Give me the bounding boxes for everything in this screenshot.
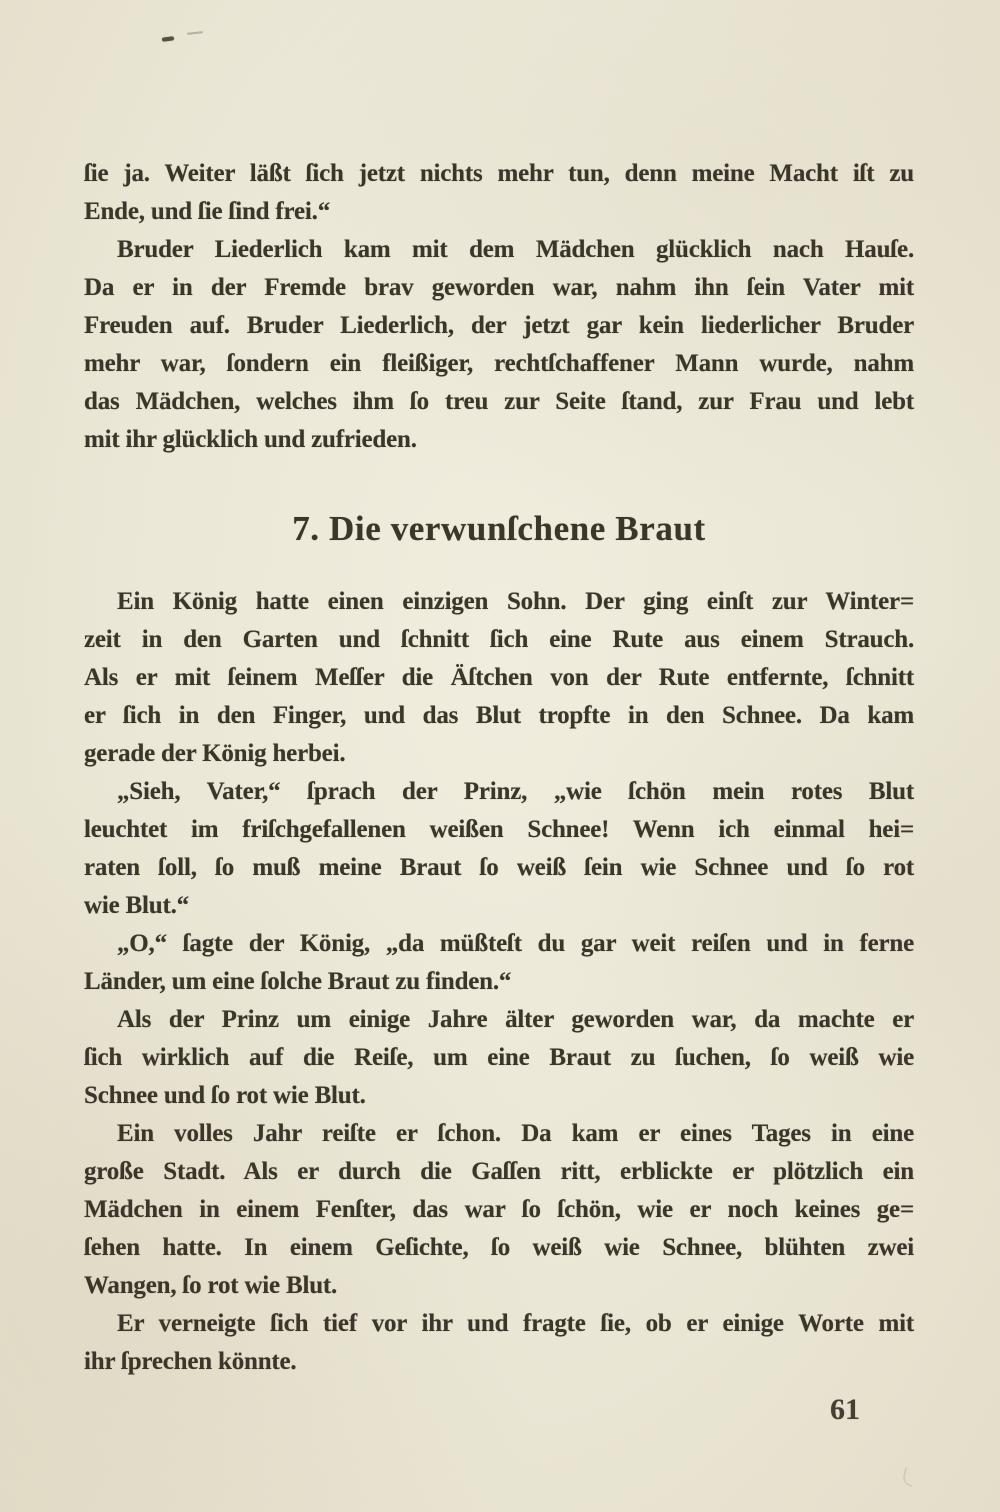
text-line: zeit in den Garten und ſchnitt ſich eine Rute aus einem Strauch. xyxy=(84,626,914,653)
paper-fiber-mark xyxy=(901,1467,916,1487)
text-line: gerade der König herbei. xyxy=(84,740,346,767)
text-line: Ende, und ſie ſind frei.“ xyxy=(84,198,330,225)
text-line: Mädchen in einem Fenſter, das war ſo ſchön, wie er noch keines ge= xyxy=(84,1196,914,1223)
paragraph-story-end xyxy=(84,155,914,231)
text-line: ihr ſprechen könnte. xyxy=(84,1348,297,1375)
paragraph xyxy=(84,1305,914,1381)
text-line: „O,“ ſagte der König, „da müßteſt du gar weit reiſen und in ferne xyxy=(117,930,914,957)
text-line: leuchtet im friſchgefallenen weißen Schnee! Wenn ich einmal hei= xyxy=(84,816,914,843)
text-line: Er verneigte ſich tief vor ihr und fragte ſie, ob er einige Worte mit xyxy=(117,1310,914,1337)
text-line: Ein volles Jahr reiſte er ſchon. Da kam er eines Tages in eine xyxy=(117,1120,914,1147)
paragraph xyxy=(84,773,914,925)
text-line: raten ſoll, ſo muß meine Braut ſo weiß ſein wie Schnee und ſo rot xyxy=(84,854,914,881)
chapter-heading: 7. Die verwunſchene Braut xyxy=(292,509,706,548)
paragraph xyxy=(84,1001,914,1115)
text-line: Länder, um eine ſolche Braut zu finden.“ xyxy=(84,968,512,995)
text-line: Schnee und ſo rot wie Blut. xyxy=(84,1082,366,1109)
text-line: Wangen, ſo rot wie Blut. xyxy=(84,1272,338,1299)
text-line: Als der Prinz um einige Jahre älter geworden war, da machte er xyxy=(117,1006,914,1033)
text-column xyxy=(84,155,914,1381)
text-line: „Sieh, Vater,“ ſprach der Prinz, „wie ſchön mein rotes Blut xyxy=(117,778,914,805)
text-line: große Stadt. Als er durch die Gaſſen ritt, erblickte er plötzlich ein xyxy=(84,1158,914,1185)
text-line: mehr war, ſondern ein fleißiger, rechtſchaffener Mann wurde, nahm xyxy=(84,350,914,377)
text-line: Bruder Liederlich kam mit dem Mädchen glücklich nach Hauſe. xyxy=(117,236,914,263)
text-line: er ſich in den Finger, und das Blut tropfte in den Schnee. Da kam xyxy=(84,702,914,729)
text-line: Ein König hatte einen einzigen Sohn. Der ging einſt zur Winter= xyxy=(117,588,914,615)
text-line: Da er in der Fremde brav geworden war, nahm ihn ſein Vater mit xyxy=(84,274,914,301)
text-line: das Mädchen, welches ihm ſo treu zur Seite ſtand, zur Frau und lebt xyxy=(84,388,914,415)
paragraph xyxy=(84,925,914,1001)
ink-smudge xyxy=(162,36,174,41)
page-number: 61 xyxy=(830,1393,860,1426)
paragraph xyxy=(84,1115,914,1305)
text-line: ſehen hatte. In einem Geſichte, ſo weiß wie Schnee, blühten zwei xyxy=(84,1234,914,1261)
text-line: ſich wirklich auf die Reiſe, um eine Braut zu ſuchen, ſo weiß wie xyxy=(84,1044,914,1071)
text-line: Als er mit ſeinem Meſſer die Äſtchen von der Rute entfernte, ſchnitt xyxy=(84,664,914,691)
paragraph xyxy=(84,231,914,459)
text-line: mit ihr glücklich und zufrieden. xyxy=(84,426,417,453)
paragraph xyxy=(84,583,914,773)
text-line: wie Blut.“ xyxy=(84,892,189,919)
ink-smudge-faint xyxy=(187,31,203,35)
text-line: ſie ja. Weiter läßt ſich jetzt nichts mehr tun, denn meine Macht iſt zu xyxy=(84,160,914,187)
text-line: Freuden auf. Bruder Liederlich, der jetzt gar kein liederlicher Bruder xyxy=(84,312,914,339)
